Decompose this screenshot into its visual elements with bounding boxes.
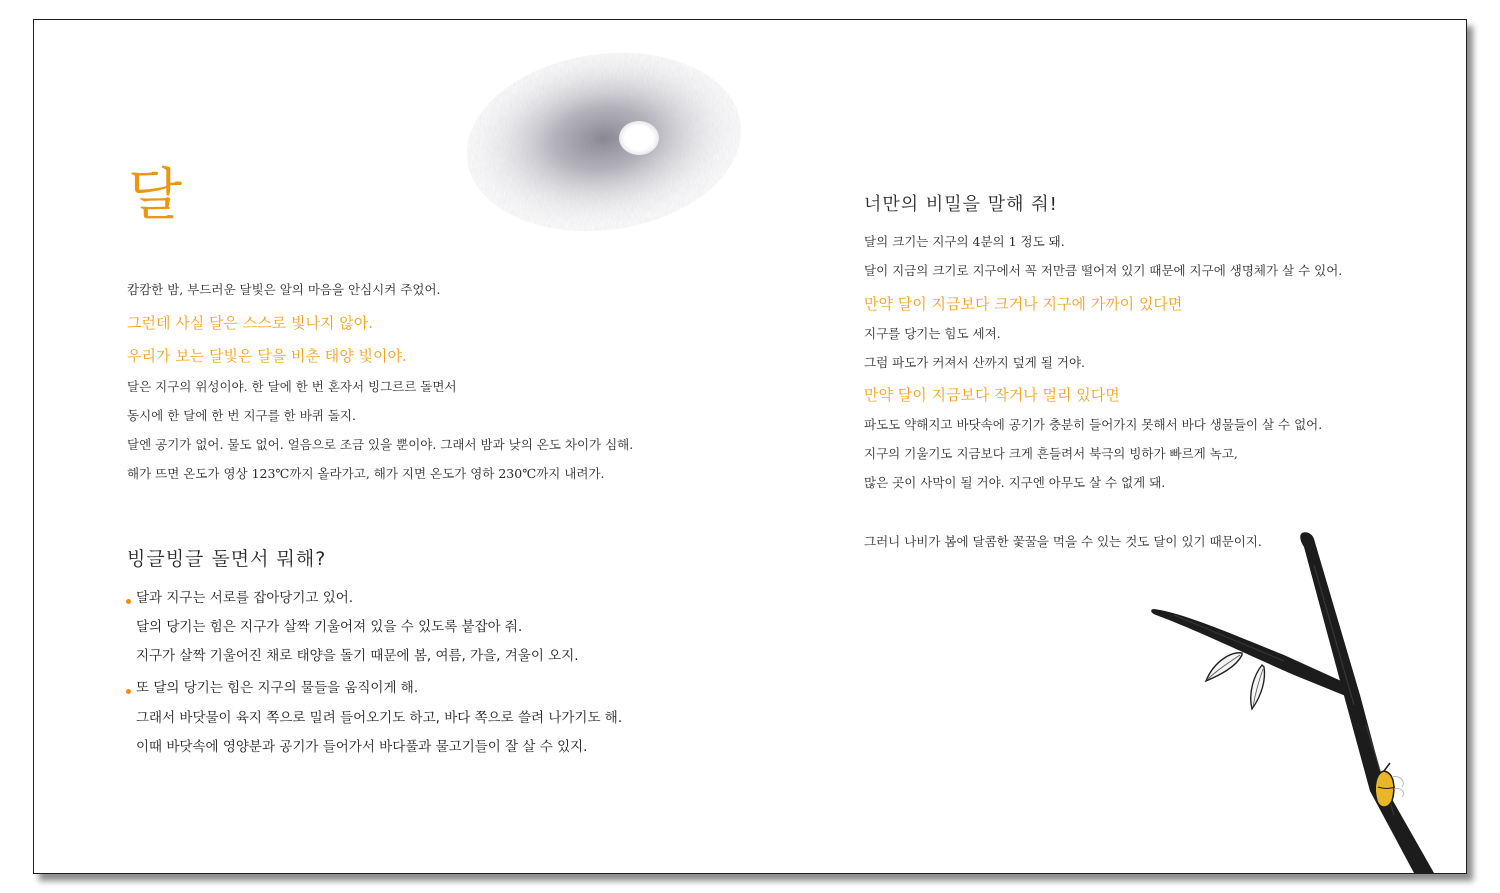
- section-heading: 빙글빙글 돌면서 뭐해?: [127, 548, 327, 570]
- body-text: 동시에 한 달에 한 번 지구를 한 바퀴 돌지.: [127, 408, 356, 423]
- bullet-dot: [126, 689, 131, 694]
- bullet-text: 그래서 바닷물이 육지 쪽으로 밀려 들어오기도 하고, 바다 쪽으로 쓸려 나가기도 해.: [136, 710, 623, 726]
- body-text: 달이 지금의 크기로 지구에서 꼭 저만큼 떨어져 있기 때문에 지구에 생명체가 살 수 있어.: [864, 263, 1343, 278]
- body-text: 많은 곳이 사막이 될 거야. 지구엔 아무도 살 수 없게 돼.: [864, 475, 1166, 490]
- body-text: 그럼 파도가 커져서 산까지 덮게 될 거야.: [864, 355, 1086, 370]
- highlight-text: 그런데 사실 달은 스스로 빛나지 않아.: [127, 314, 373, 332]
- branch-illustration: [1144, 525, 1444, 873]
- highlight-text: 우리가 보는 달빛은 달을 비춘 태양 빛이야.: [127, 347, 407, 365]
- body-text: 달엔 공기가 없어. 물도 없어. 얼음으로 조금 있을 뿐이야. 그래서 밤과 낮의 온도 차이가 심해.: [127, 437, 634, 452]
- body-text: 지구의 기울기도 지금보다 크게 흔들려서 북극의 빙하가 빠르게 녹고,: [864, 446, 1238, 461]
- body-text: 해가 뜨면 온도가 영상 123℃까지 올라가고, 해가 지면 온도가 영하 230℃까지 내려가.: [127, 466, 605, 481]
- intro-text: 캄캄한 밤, 부드러운 달빛은 알의 마음을 안심시켜 주었어.: [127, 282, 441, 297]
- body-text: 지구를 당기는 힘도 세져.: [864, 326, 1001, 341]
- moon-illustration: [454, 50, 754, 250]
- bullet-text: 또 달의 당기는 힘은 지구의 물들을 움직이게 해.: [136, 680, 419, 696]
- body-text: 달의 크기는 지구의 4분의 1 정도 돼.: [864, 234, 1065, 249]
- highlight-text: 만약 달이 지금보다 작거나 멀리 있다면: [864, 386, 1120, 404]
- bullet-text: 달과 지구는 서로를 잡아당기고 있어.: [136, 590, 354, 606]
- bullet-text: 지구가 살짝 기울어진 채로 태양을 돌기 때문에 봄, 여름, 가을, 겨울이 오지.: [136, 648, 579, 664]
- bullet-text: 달의 당기는 힘은 지구가 살짝 기울어져 있을 수 있도록 붙잡아 줘.: [136, 619, 523, 635]
- book-spread: [33, 19, 1467, 874]
- body-text: 달은 지구의 위성이야. 한 달에 한 번 혼자서 빙그르르 돌면서: [127, 379, 457, 394]
- page-title: 달: [128, 163, 181, 228]
- closing-text: 그러니 나비가 봄에 달콤한 꽃꿀을 먹을 수 있는 것도 달이 있기 때문이지.: [864, 534, 1262, 549]
- bullet-dot: [126, 599, 131, 604]
- bullet-text: 이때 바닷속에 영양분과 공기가 들어가서 바다풀과 물고기들이 잘 살 수 있지.: [136, 739, 588, 755]
- highlight-text: 만약 달이 지금보다 크거나 지구에 가까이 있다면: [864, 295, 1183, 313]
- body-text: 파도도 약해지고 바닷속에 공기가 충분히 들어가지 못해서 바다 생물들이 살 수 없어.: [864, 417, 1323, 432]
- section-heading: 너만의 비밀을 말해 줘!: [864, 194, 1058, 215]
